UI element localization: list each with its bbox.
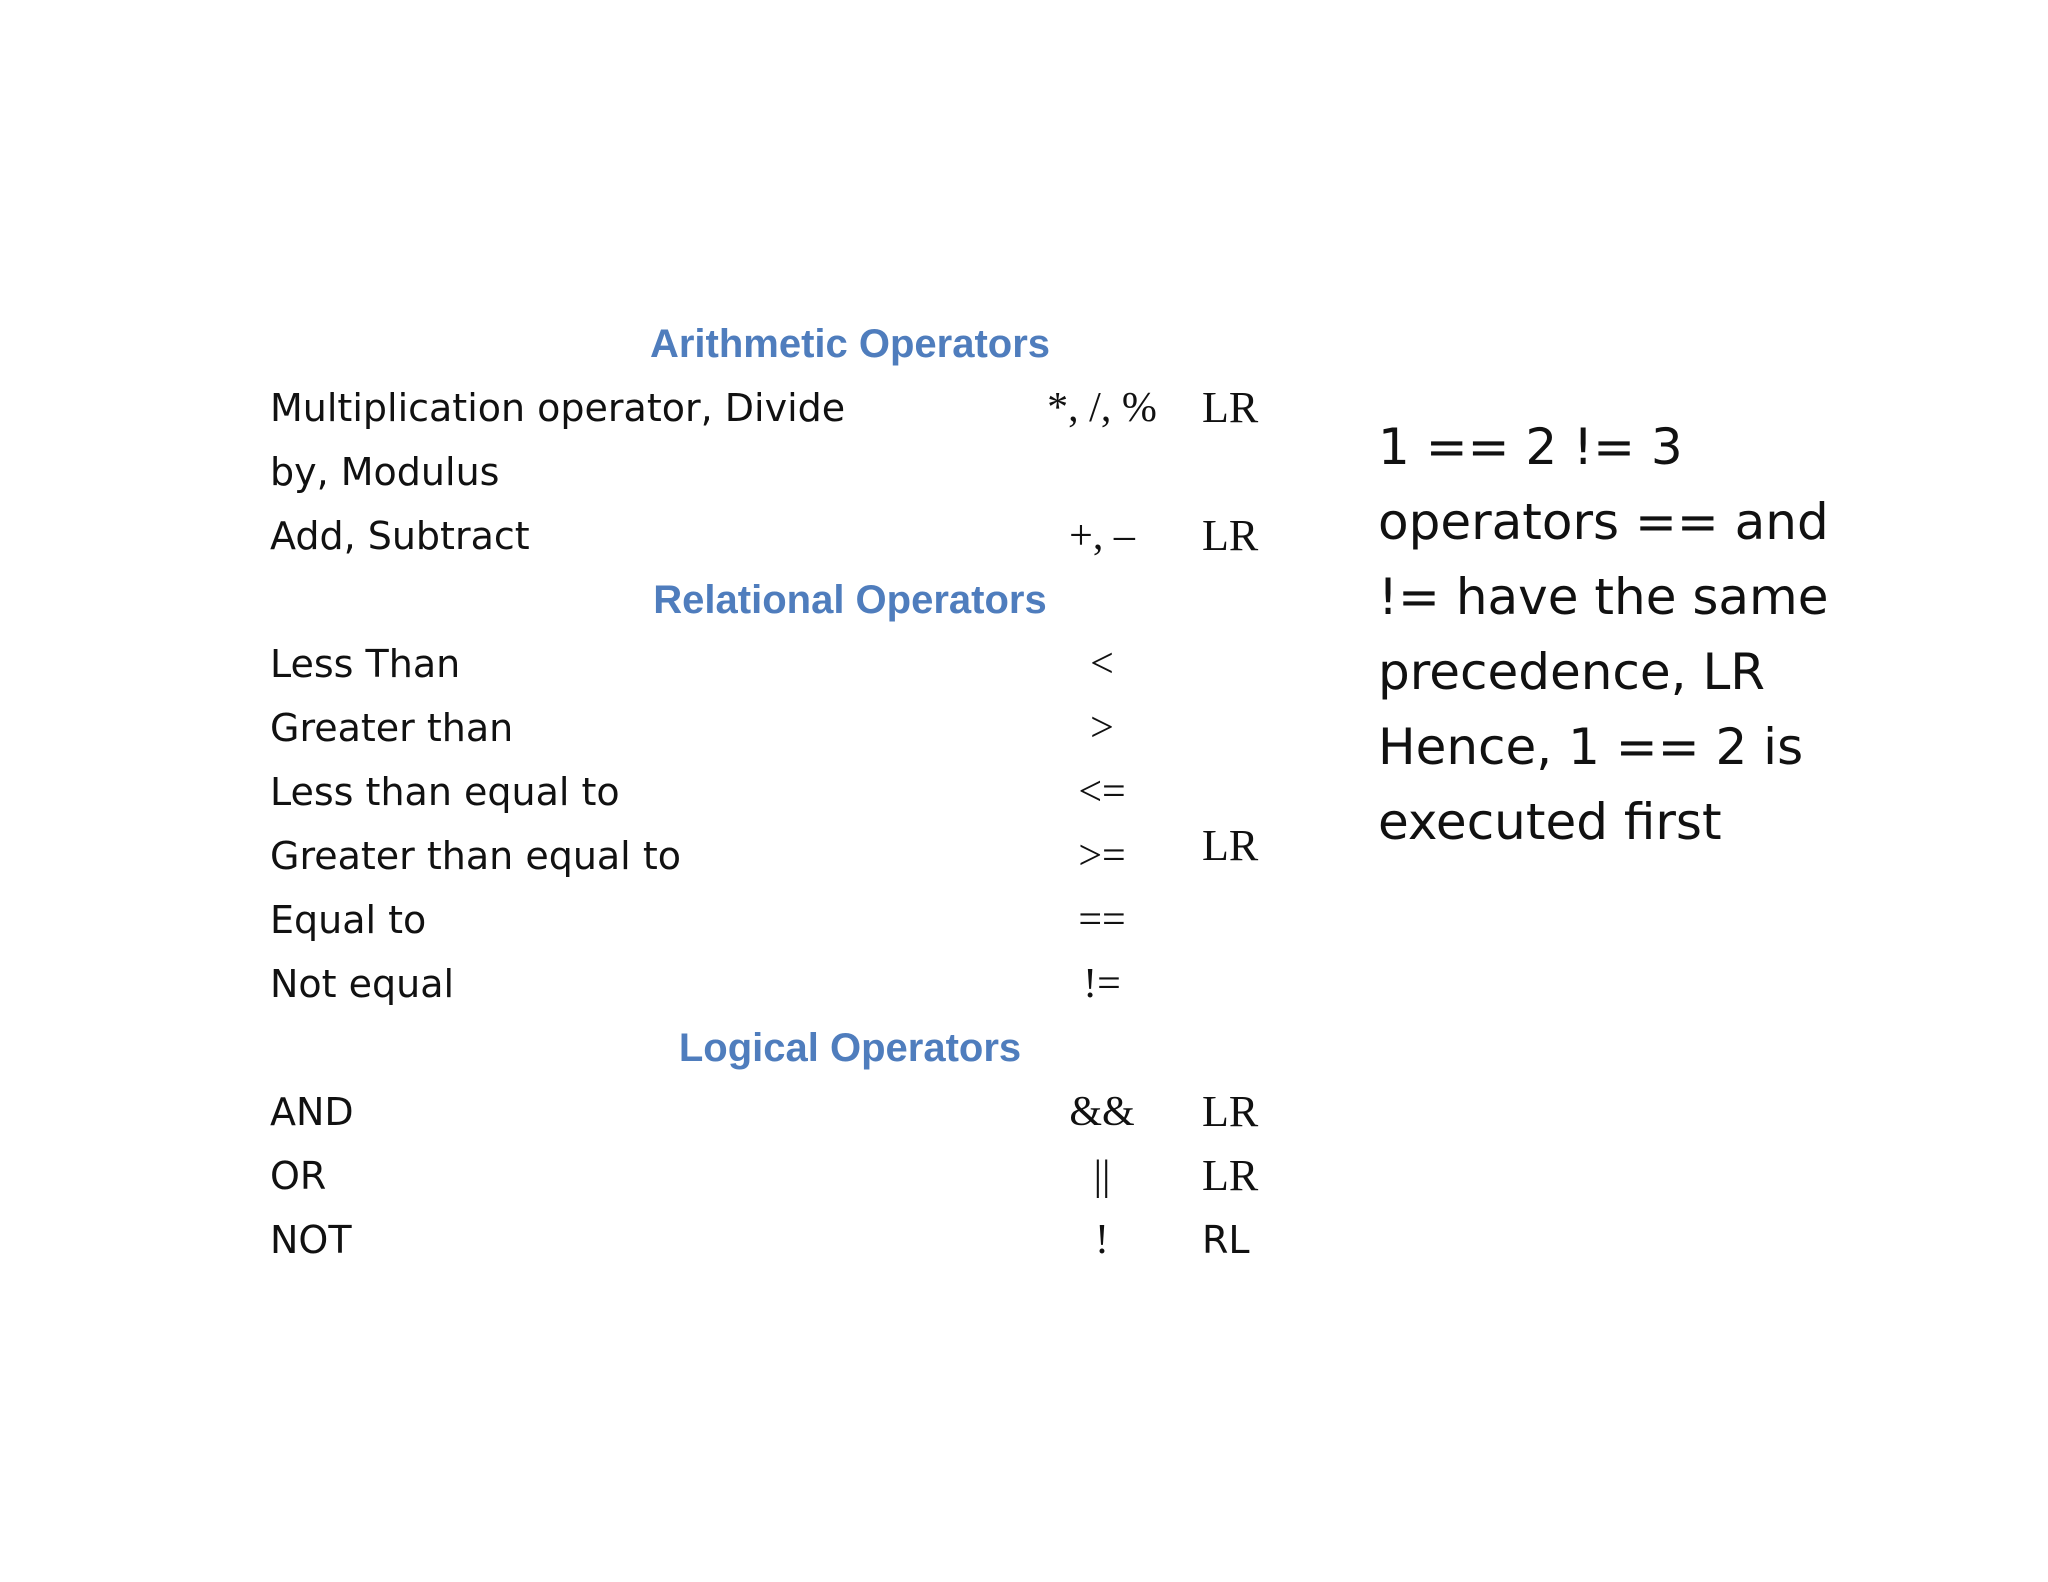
equal-to-symbol: == xyxy=(1078,897,1126,943)
add-subtract-symbols: +, – xyxy=(1069,513,1135,559)
multiplication-assoc: LR xyxy=(1202,383,1259,432)
or-assoc: LR xyxy=(1202,1151,1259,1200)
relational-heading: Relational Operators xyxy=(653,578,1047,622)
note-line-5: Hence, 1 == 2 is xyxy=(1378,718,1804,776)
or-symbol: || xyxy=(1093,1153,1111,1199)
multiplication-symbols: *, /, % xyxy=(1047,385,1157,431)
arithmetic-heading: Arithmetic Operators xyxy=(649,322,1051,366)
and-assoc: LR xyxy=(1202,1087,1259,1136)
equal-to-label: Equal to xyxy=(270,898,427,942)
multiplication-label-line2: by, Modulus xyxy=(270,450,500,494)
logical-heading: Logical Operators xyxy=(678,1026,1022,1070)
less-than-symbol: < xyxy=(1090,641,1114,687)
precedence-note xyxy=(1378,410,1938,860)
multiplication-label-line1: Multiplication operator, Divide xyxy=(270,386,846,430)
not-label: NOT xyxy=(270,1218,352,1262)
greater-than-equal-symbol: >= xyxy=(1078,833,1126,879)
note-line-6: executed first xyxy=(1378,793,1722,851)
note-line-2: operators == and xyxy=(1378,493,1829,551)
note-line-4: precedence, LR xyxy=(1378,643,1766,701)
note-line-3: != have the same xyxy=(1378,568,1829,626)
not-equal-label: Not equal xyxy=(270,962,455,1006)
less-than-equal-symbol: <= xyxy=(1078,769,1126,815)
or-label: OR xyxy=(270,1154,327,1198)
greater-than-label: Greater than xyxy=(270,706,514,750)
note-line-1: 1 == 2 != 3 xyxy=(1378,418,1683,476)
add-subtract-label: Add, Subtract xyxy=(270,514,530,558)
relational-assoc: LR xyxy=(1202,821,1259,870)
add-subtract-assoc: LR xyxy=(1202,511,1259,560)
greater-than-equal-label: Greater than equal to xyxy=(270,834,681,878)
not-assoc: RL xyxy=(1202,1218,1250,1262)
not-symbol: ! xyxy=(1095,1217,1109,1263)
and-symbol: && xyxy=(1069,1089,1135,1135)
greater-than-symbol: > xyxy=(1090,705,1114,751)
and-label: AND xyxy=(270,1090,354,1134)
less-than-label: Less Than xyxy=(270,642,461,686)
not-equal-symbol: != xyxy=(1083,961,1121,1007)
less-than-equal-label: Less than equal to xyxy=(270,770,620,814)
